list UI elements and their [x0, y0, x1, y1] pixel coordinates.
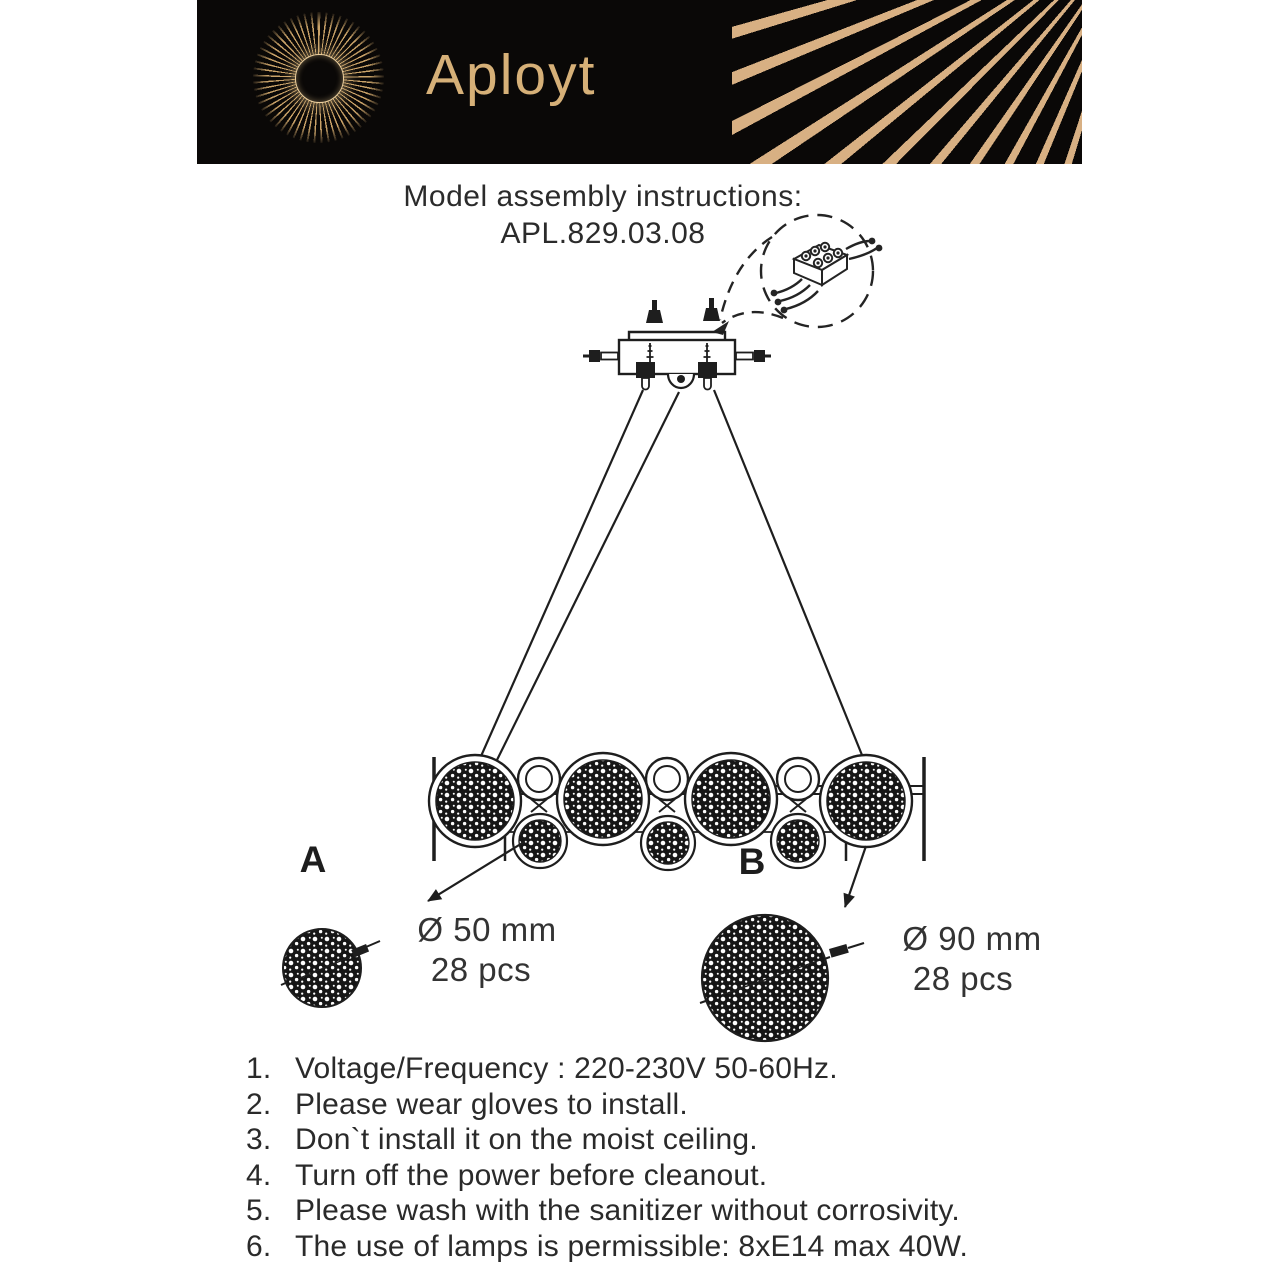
item-number: 5. [246, 1194, 272, 1228]
crystal-ball-a-detail [281, 929, 380, 1007]
instruction-item [246, 1051, 1246, 1087]
instruction-item [246, 1193, 1246, 1229]
detail-a-diameter: Ø 50 mm [417, 911, 557, 948]
wiring-callout [712, 215, 882, 335]
mounting-screws [646, 298, 720, 323]
item-number: 2. [246, 1087, 272, 1121]
brand-name: Aployt [426, 43, 597, 107]
instruction-item [246, 1158, 1246, 1194]
label-a: A [299, 839, 327, 880]
ceiling-bracket [583, 298, 771, 390]
instruction-item [246, 1122, 1246, 1158]
suspension-cables [478, 390, 864, 766]
label-b: B [738, 841, 766, 882]
item-text: Don`t install it on the moist ceiling. [295, 1123, 758, 1157]
item-number: 6. [246, 1229, 272, 1263]
detail-a-quantity: 28 pcs [430, 951, 532, 988]
item-number: 3. [246, 1123, 272, 1157]
chandelier-body [429, 753, 924, 870]
item-text: Please wear gloves to install. [295, 1087, 688, 1121]
detail-b-diameter: Ø 90 mm [902, 920, 1042, 957]
item-text: Voltage/Frequency : 220-230V 50-60Hz. [295, 1052, 838, 1085]
instruction-list [246, 1051, 1246, 1265]
item-text: The use of lamps is permissible: 8xE14 max 40W. [295, 1229, 969, 1263]
crystal-ball-b-detail [700, 915, 864, 1041]
item-number: 1. [246, 1052, 272, 1085]
item-text: Turn off the power before cleanout. [295, 1158, 768, 1192]
small-crystal-balls [513, 814, 825, 870]
terminal-block-icon [771, 238, 883, 314]
detail-b-quantity: 28 pcs [912, 960, 1014, 997]
item-number: 4. [246, 1158, 272, 1192]
instruction-item [246, 1087, 1246, 1123]
item-text: Please wash with the sanitizer without corrosivity. [295, 1194, 960, 1228]
title-line1: Model assembly instructions: [403, 180, 803, 213]
instruction-item [246, 1229, 1246, 1265]
model-number: APL.829.03.08 [500, 217, 706, 250]
